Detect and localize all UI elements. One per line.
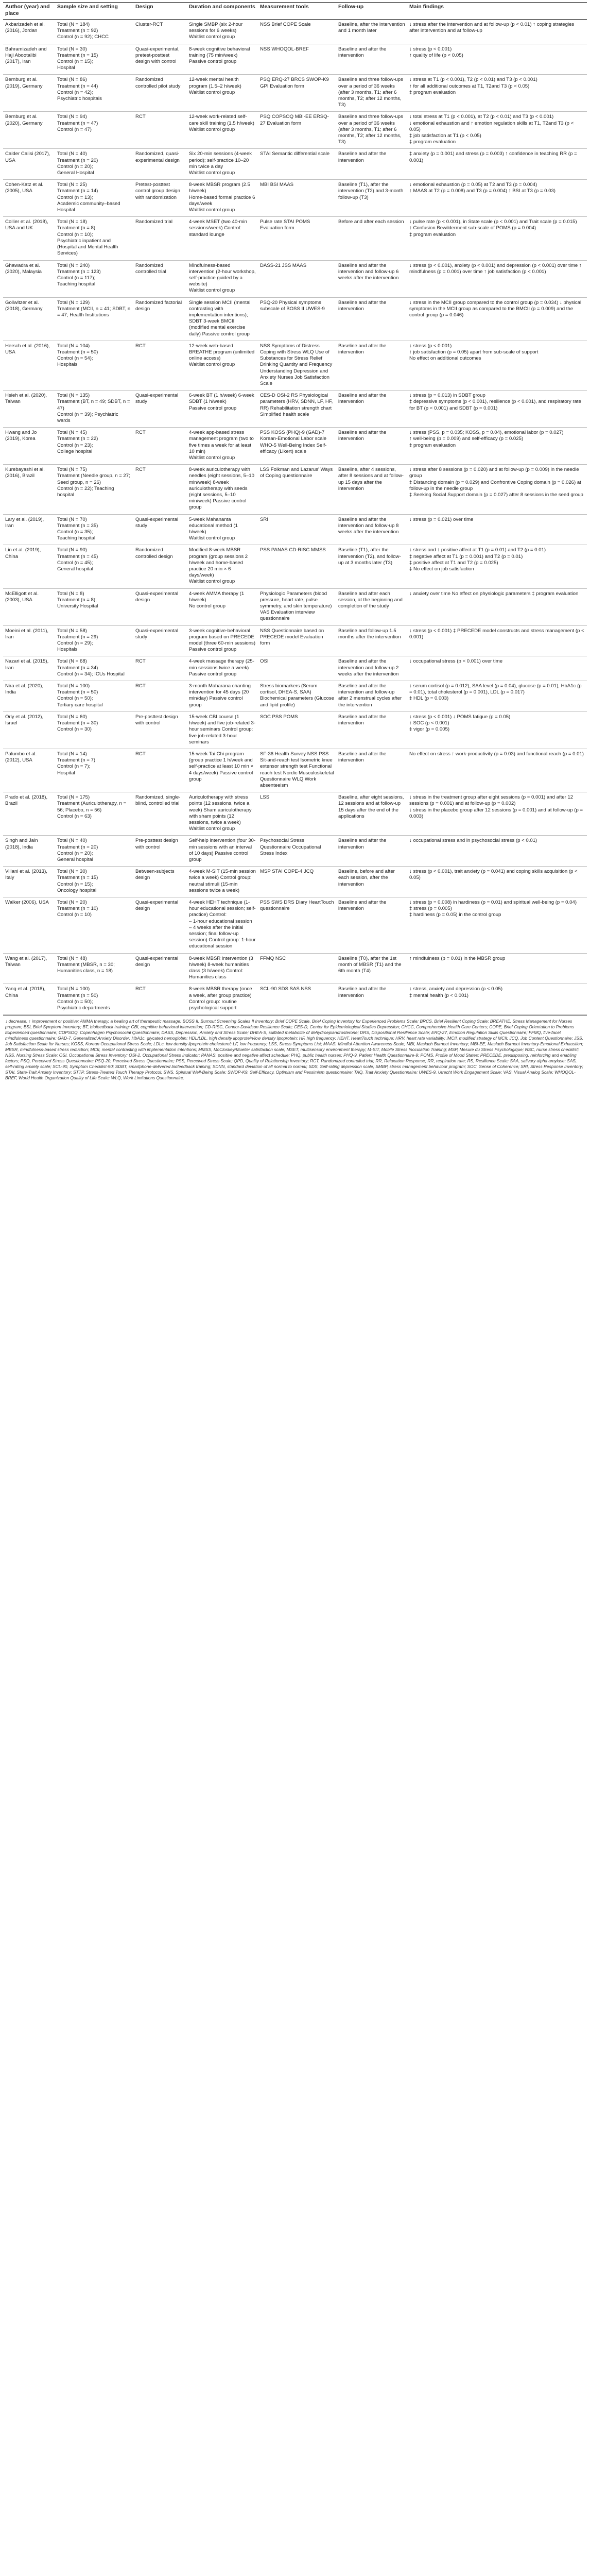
- cell-follow-up: Baseline (T1), after the intervention (T2), and follow-up at 3 months later (T3): [336, 545, 407, 588]
- cell-follow-up: Baseline and follow-up 1.5 months after the intervention: [336, 625, 407, 656]
- table-row: [3, 749, 587, 792]
- cell-follow-up: Baseline and after the intervention: [336, 391, 407, 428]
- cell-design: Quasi-experimental design: [133, 588, 187, 625]
- cell-main-findings: ↓ occupational stress and in psychosocial stress (p < 0.01): [407, 836, 587, 867]
- cell-design: RCT: [133, 984, 187, 1015]
- column-header-duration-components: Duration and components: [187, 3, 258, 20]
- cell-follow-up: Baseline and after the intervention: [336, 711, 407, 749]
- cell-measurement-tools: Psychosocial Stress Questionnaire Occupational Stress Index: [258, 836, 336, 867]
- cell-main-findings: ↓ stress, anxiety and depression (p < 0.05) ‡ mental health (p < 0.001): [407, 984, 587, 1015]
- table-row: [3, 953, 587, 984]
- table-row: [3, 428, 587, 465]
- cell-follow-up: Baseline and after the intervention: [336, 749, 407, 792]
- cell-author-place: Collier et al. (2018), USA and UK: [3, 217, 55, 260]
- cell-follow-up: Baseline and after the intervention: [336, 984, 407, 1015]
- cell-main-findings: ↓ stress (p < 0.001) ‡ PRECEDE model constructs and stress management (p < 0.001): [407, 625, 587, 656]
- cell-design: Randomized controlled design: [133, 545, 187, 588]
- cell-design: Quasi-experimental study: [133, 514, 187, 545]
- cell-sample-setting: Total (N = 30) Treatment (n = 15) Control (n = 15); Oncology hospital: [55, 867, 133, 897]
- cell-duration-components: 8-week auriculotherapy with needles (eight sessions, 5–10 min/week) 8-week auriculotherapy with seeds (eight sessions, 5–10 min/week) Passive control group: [187, 465, 258, 514]
- cell-duration-components: 6-week BT (1 h/week) 6-week SDBT (1 h/week) Passive control group: [187, 391, 258, 428]
- cell-main-findings: ‡ anxiety (p = 0.001) and stress (p = 0.003) ↑ confidence in teaching RR (p = 0.001): [407, 149, 587, 180]
- cell-measurement-tools: LSS Folkman and Lazarus' Ways of Coping questionnaire: [258, 465, 336, 514]
- cell-measurement-tools: NSS Symptoms of Distress Coping with Stress WLQ Use of Substances for Stress Relief Drinking Quantity and Frequency Understanding Depression and Anxiety Nurses Job Satisfaction Scale: [258, 341, 336, 390]
- column-header-author-place: Author (year) and place: [3, 3, 55, 20]
- cell-follow-up: Baseline, after the intervention and 1 month later: [336, 20, 407, 44]
- cell-sample-setting: Total (N = 18) Treatment (n = 8) Control (n = 10); Psychiatric inpatient and (Hospital and Mental Health Services): [55, 217, 133, 260]
- table-row: [3, 44, 587, 75]
- cell-measurement-tools: Pulse rate STAI POMS Evaluation form: [258, 217, 336, 260]
- table-row: [3, 711, 587, 749]
- table-body: [3, 20, 587, 1015]
- cell-design: Quasi-experimental design: [133, 897, 187, 953]
- table-row: [3, 656, 587, 681]
- table-row: [3, 867, 587, 897]
- table-row: [3, 112, 587, 149]
- cell-sample-setting: Total (N = 90) Treatment (n = 45) Control (n = 45); General hospital: [55, 545, 133, 588]
- cell-author-place: Singh and Jain (2018), India: [3, 836, 55, 867]
- cell-main-findings: ↓ stress (p = 0.008) in hardiness (p = 0.01) and spiritual well-being (p = 0.04) ‡ stress (p = 0.005) ‡ hardiness (p = 0.05) in the control group: [407, 897, 587, 953]
- cell-follow-up: Baseline, after 4 sessions, after 8 sessions and at follow-up 15 days after the intervention: [336, 465, 407, 514]
- cell-main-findings: ↓ stress (p = 0.021) over time: [407, 514, 587, 545]
- table-row: [3, 588, 587, 625]
- cell-follow-up: Baseline, after eight sessions, 12 sessions and at follow-up 15 days after the end of the applications: [336, 792, 407, 836]
- cell-duration-components: Mindfulness-based intervention (2-hour workshop, self-practice guided by a website) Waitlist control group: [187, 260, 258, 297]
- cell-follow-up: Baseline and after the intervention and follow-up after 2 menstrual cycles after the intervention: [336, 681, 407, 712]
- cell-measurement-tools: PSS PANAS CD-RISC MMSS: [258, 545, 336, 588]
- cell-design: Randomized controlled trial: [133, 260, 187, 297]
- cell-measurement-tools: SRI: [258, 514, 336, 545]
- cell-duration-components: 12-week web-based BREATHE program (unlimited online access) Waitlist control group: [187, 341, 258, 390]
- cell-duration-components: 8-week cognitive behavioral training (75 min/week) Passive control group: [187, 44, 258, 75]
- cell-main-findings: ↓ stress (p < 0.001), trait anxiety (p = 0.041) and coping skills acquisition (p < 0.05): [407, 867, 587, 897]
- cell-sample-setting: Total (N = 184) Treatment (n = 92) Control (n = 92); CHCC: [55, 20, 133, 44]
- cell-design: RCT: [133, 656, 187, 681]
- table-footnote: ↓ decrease, ↑ improvement or positive; AMMA therapy, a healing art of therapeutic massage; BOSS II, Burnout Screening Scales II Inventory; Brief COPE Scale, Brief Coping Inventory for Experienced Problems Scale; BRCS, Brief Resilient Coping Scale; BREATHE, Stress Management for Nurses program; BSI, Brief Symptom Inventory; BT, biofeedback training; CBI, cognitive behavioral intervention; CD-RISC, Connor-Davidson Resilience Scale; CES-D, Center for Epidemiological Studies Depression; CHCC, Comprehensive Health Care Centers; COPE, Brief Coping Orientation to Problems Experienced questionnaire; COPSOQ, Copenhagen Psychosocial Questionnaire; DASS, Depression, Anxiety and Stress Scale; DHEA-S, sulfated metabolite of dehydroepiandrosterone; DRS, Dispositional Resilience Scale; ERQ-27, Emotion Regulation Skills Questionnaire; FFMQ, five-facet mindfulness questionnaire; GAD-7, Generalized Anxiety Disorder; HbA1c, glycated hemoglobin; HDL/LDL, high density lipoprotein/low density lipoprotein; HF, high frequency; HEHT, HeartTouch technique; HRV, heart rate variability; iMCII, modified strategy of MCII; JCQ, Job Content Questionnaire; JSS, Job Satisfaction Scale for Nurses; KOSS, Korean Occupational Stress Scale; LDLc, low density lipoprotein cholesterol; LF, low frequency; LSS, Stress Symptoms List; MAAS, Mindful Attention Awareness Scale; MBI, Maslach Burnout Inventory; MBI-EE, Maslach Burnout Inventory-Emotional Exhaustion; MBSR, mindfulness-based stress reduction; MCII, mental contrasting with implementation intentions; MMSS, McCloskey/Mueller satisfaction scale; MSET, multisensory environment therapy; M-SIT, Mobile Stress Inoculation Training; MSP, Mesure du Stress Psychologique; NSC, nurse stress checklist; NSS, Nursing Stress Scale; OSI, Occupational Stress Inventory; OSI-2, Occupational Stress Indicator; PANAS, positive and negative affect schedule; PHQ, public health nurses; PHQ-9, Patient Health Questionnaire-9; POMS, Profile of Mood States; PRECEDE, predisposing, reinforcing and enabling factors; PSQ, Perceived Stress Questionnaire; PSQ-20, Perceived Stress Questionnaire; PSS, Perceived Stress Scale; QPD, Quality of Relationship Inventory; RCT, Randomized controlled trial; RR, Relaxation Response; RR, respiration rate; RS, Resilience Scale; SAA, salivary alpha amylase; SAS, self-rating anxiety scale; SCL-90, Symptom Checklist-90; SDBT, smartphone-delivered biofeedback training; SDNN, standard deviation of all normal to normal; SDS, Self-rating depression scale; SMBP, stress management behaviour program; SOC, Sense of Coherence; SRI, Stress Response Inventory; STAI, State-Trait Anxiety Inventory; STTP, Stress-Treated Touch Therapy Protocol; SWS, Spiritual Well-Being Scale; SWOP-K9, Self-Efficacy, Optimism and Pessimism questionnaire; TAQ, Trait Anxiety Questionnaire; UWES-9, Utrecht Work Engagement Scale; VAS, Visual Analog Scale; WHOQOL-BREF, World Health Organization Quality of Life Scale; WLQ, Work Limitations Questionnaire.: [3, 1015, 587, 1081]
- table-row: [3, 836, 587, 867]
- cell-duration-components: 5-week Mahananta educational method (1 h/week) Waitlist control group: [187, 514, 258, 545]
- column-header-main-findings: Main findings: [407, 3, 587, 20]
- cell-duration-components: 12-week mental health program (1.5–2 h/week) Waitlist control group: [187, 75, 258, 112]
- cell-main-findings: ↓ anxiety over time No effect on physiologic parameters ‡ program evaluation: [407, 588, 587, 625]
- cell-measurement-tools: Physiologic Parameters (blood pressure, heart rate, pulse symmetry, and skin temperature) VAS Evaluation interview questionnaire: [258, 588, 336, 625]
- cell-measurement-tools: MSP STAI COPE-4 JCQ: [258, 867, 336, 897]
- cell-follow-up: Baseline and after the intervention: [336, 836, 407, 867]
- cell-duration-components: 3-month Maharana chanting intervention for 45 days (20 min/day) Passive control group: [187, 681, 258, 712]
- cell-measurement-tools: LSS: [258, 792, 336, 836]
- cell-sample-setting: Total (N = 104) Treatment (n = 50) Control (n = 54); Hospitals: [55, 341, 133, 390]
- cell-main-findings: ↓ stress at T1 (p < 0.001), T2 (p < 0.01) and T3 (p < 0.001) ↑ for all additional outcomes at T1, T2and T3 (p < 0.05) ‡ program evaluation: [407, 75, 587, 112]
- cell-design: Quasi-experimental study: [133, 391, 187, 428]
- cell-design: Randomized, quasi-experimental design: [133, 149, 187, 180]
- cell-main-findings: ↓ stress in the MCII group compared to the control group (p = 0.034) ↓ physical symptoms in the MCII group as compared to the BMCII (p = 0.009) and the control group (p = 0.046): [407, 297, 587, 341]
- cell-author-place: Gollwitzer et al. (2018), Germany: [3, 297, 55, 341]
- cell-author-place: Hersch et al. (2016), USA: [3, 341, 55, 390]
- cell-design: RCT: [133, 681, 187, 712]
- cell-design: Pretest-posttest control group design with randomization: [133, 180, 187, 217]
- cell-author-place: Lary et al. (2019), Iran: [3, 514, 55, 545]
- table-row: [3, 341, 587, 390]
- cell-measurement-tools: CES-D OSI-2 RS Physiological parameters (HRV, SDNN, LF, HF, RR) Rehabilitation strength chart Simplified health scale: [258, 391, 336, 428]
- table-row: [3, 149, 587, 180]
- cell-follow-up: Baseline and after the intervention: [336, 897, 407, 953]
- cell-design: RCT: [133, 465, 187, 514]
- table-row: [3, 984, 587, 1015]
- cell-main-findings: No effect on stress ↑ work-productivity (p = 0.03) and functional reach (p = 0.01): [407, 749, 587, 792]
- cell-sample-setting: Total (N = 60) Treatment (n = 30) Control (n = 30): [55, 711, 133, 749]
- cell-follow-up: Baseline and three follow-ups over a period of 36 weeks (after 3 months, T1; after 6 months, T2; after 12 months, T3): [336, 112, 407, 149]
- table-row: [3, 465, 587, 514]
- cell-sample-setting: Total (N = 100) Treatment (n = 50) Control (n = 50); Tertiary care hospital: [55, 681, 133, 712]
- cell-design: RCT: [133, 112, 187, 149]
- cell-author-place: Wang et al. (2017), Taiwan: [3, 953, 55, 984]
- table-row: [3, 297, 587, 341]
- cell-duration-components: 4-week massage therapy (25-min sessions twice a week) Passive control group: [187, 656, 258, 681]
- table-row: [3, 391, 587, 428]
- cell-follow-up: Baseline and after the intervention: [336, 297, 407, 341]
- table-row: [3, 681, 587, 712]
- cell-design: Quasi-experimental design: [133, 953, 187, 984]
- cell-design: Randomized factorial design: [133, 297, 187, 341]
- cell-author-place: Prado et al. (2018), Brazil: [3, 792, 55, 836]
- cell-measurement-tools: FFMQ NSC: [258, 953, 336, 984]
- cell-measurement-tools: PSQ COPSOQ MBI-EE ERSQ-27 Evaluation form: [258, 112, 336, 149]
- cell-design: RCT: [133, 341, 187, 390]
- cell-main-findings: ↓ serum cortisol (p = 0.012), SAA level (p = 0.04), glucose (p = 0.01), HbA1c (p = 0.01), total cholesterol (p = 0.001), LDL (p = 0.017) ‡ HDL (p = 0.003): [407, 681, 587, 712]
- cell-design: Cluster-RCT: [133, 20, 187, 44]
- table-row: [3, 217, 587, 260]
- studies-table: [3, 2, 587, 1015]
- cell-main-findings: ↓ occupational stress (p < 0.001) over time: [407, 656, 587, 681]
- table-row: [3, 514, 587, 545]
- table-row: [3, 625, 587, 656]
- cell-author-place: Calder Calisi (2017), USA: [3, 149, 55, 180]
- cell-main-findings: ↑ mindfulness (p = 0.01) in the MBSR group: [407, 953, 587, 984]
- column-header-follow-up: Follow-up: [336, 3, 407, 20]
- cell-measurement-tools: NSS WHOQOL-BREF: [258, 44, 336, 75]
- cell-main-findings: ↓ stress after the intervention and at follow-up (p < 0.01) ↑ coping strategies after intervention and at follow-up: [407, 20, 587, 44]
- cell-measurement-tools: MBI BSI MAAS: [258, 180, 336, 217]
- cell-duration-components: 8-week MBSR program (2.5 h/week) Home-based formal practice 6 days/week Waitlist control group: [187, 180, 258, 217]
- cell-measurement-tools: NSS Questionnaire based on PRECEDE model Evaluation form: [258, 625, 336, 656]
- cell-design: Pre-posttest design with control: [133, 836, 187, 867]
- cell-duration-components: 8-week MBSR intervention (3 h/week) 8-week humanities class (3 h/week) Control: Humanities class: [187, 953, 258, 984]
- cell-follow-up: Baseline and after the intervention: [336, 44, 407, 75]
- cell-sample-setting: Total (N = 94) Treatment (n = 47) Control (n = 47): [55, 112, 133, 149]
- cell-sample-setting: Total (N = 175) Treatment (Auriculotherapy, n = 56; Placebo, n = 56) Control (n = 63): [55, 792, 133, 836]
- cell-duration-components: 15-week CBI course (1 h/week) and five job-related 3-hour seminars Control group: five job-related 3-hour seminars: [187, 711, 258, 749]
- cell-author-place: Nira et al. (2020), India: [3, 681, 55, 712]
- cell-measurement-tools: PSS KOSS (PHQ)-9 (GAD)-7 Korean-Emotional Labor scale WHO-5 Well-Being Index Self-efficacy (Likert) scale: [258, 428, 336, 465]
- cell-design: Quasi-experimental, pretest-posttest design with control: [133, 44, 187, 75]
- cell-follow-up: Baseline and after the intervention and follow-up 2 weeks after the intervention: [336, 656, 407, 681]
- cell-duration-components: Self-help intervention (four 30-min sessions with an interval of 10 days) Passive control group: [187, 836, 258, 867]
- cell-author-place: Moeini et al. (2011), Iran: [3, 625, 55, 656]
- cell-main-findings: ↓ stress and ↑ positive affect at T1 (p = 0.01) and T2 (p = 0.01) ‡ negative affect at T1 (p = 0.001) and T2 (p = 0.01) ‡ positive affect at T1 and T2 (p = 0.025) ‡ No effect on job satisfaction: [407, 545, 587, 588]
- cell-follow-up: Baseline and after the intervention: [336, 341, 407, 390]
- cell-main-findings: ↓ emotional exhaustion (p = 0.05) at T2 and T3 (p = 0.004) ↑ MAAS at T2 (p = 0.008) and T3 (p = 0.004) ↑ BSI at T3 (p = 0.03): [407, 180, 587, 217]
- cell-sample-setting: Total (N = 40) Treatment (n = 20) Control (n = 20); General Hospital: [55, 149, 133, 180]
- cell-follow-up: Baseline (T1), after the intervention (T2) and 3-month follow-up (T3): [336, 180, 407, 217]
- cell-duration-components: Single session MCII (mental contrasting with implementation intentions); SDBT 3-week BMCII (modified mental exercise daily) Passive control group: [187, 297, 258, 341]
- cell-author-place: Villani et al. (2013), Italy: [3, 867, 55, 897]
- cell-sample-setting: Total (N = 58) Treatment (n = 29) Control (n = 29); Hospitals: [55, 625, 133, 656]
- cell-author-place: McElligott et al. (2003), USA: [3, 588, 55, 625]
- cell-design: Randomized trial: [133, 217, 187, 260]
- cell-follow-up: Baseline and after the intervention and follow-up 8 weeks after the intervention: [336, 514, 407, 545]
- table-row: [3, 792, 587, 836]
- cell-author-place: Nazari et al. (2015), Iran: [3, 656, 55, 681]
- cell-main-findings: ↓ stress (p < 0.001) ↓ POMS fatigue (p = 0.05) ↑ SOC (p < 0.001) ‡ vigor (p = 0.005): [407, 711, 587, 749]
- cell-follow-up: Baseline, before and after each session, after the intervention: [336, 867, 407, 897]
- cell-sample-setting: Total (N = 68) Treatment (n = 34) Control (n = 34); ICUs Hospital: [55, 656, 133, 681]
- cell-sample-setting: Total (N = 20) Treatment (n = 10) Control (n = 10): [55, 897, 133, 953]
- cell-main-findings: ↓ stress (p < 0.001), anxiety (p < 0.001) and depression (p < 0.001) over time ↑ mindfulness (p = 0.001) over time ↑ job satisfaction (p < 0.001): [407, 260, 587, 297]
- cell-sample-setting: Total (N = 48) Treatment (MBSR, n = 30; Humanities class, n = 18): [55, 953, 133, 984]
- cell-duration-components: 3-week cognitive-behavioral program based on PRECEDE model (three 60-min sessions) Passive control group: [187, 625, 258, 656]
- cell-duration-components: 4-week app-based stress management program (two to five times a week for at least 10 min) Waitlist control group: [187, 428, 258, 465]
- cell-follow-up: Baseline (T0), after the 1st month of MBSR (T1) and the 6th month (T4): [336, 953, 407, 984]
- cell-measurement-tools: PSQ ERQ-27 BRCS SWOP-K9 GPI Evaluation form: [258, 75, 336, 112]
- cell-sample-setting: Total (N = 25) Treatment (n = 14) Control (n = 13); Academic community–based Hospital: [55, 180, 133, 217]
- cell-sample-setting: Total (N = 100) Treatment (n = 50) Control (n = 50); Psychiatric departments: [55, 984, 133, 1015]
- cell-sample-setting: Total (N = 240) Treatment (n = 123) Control (n = 117); Teaching hospital: [55, 260, 133, 297]
- table-row: [3, 260, 587, 297]
- cell-duration-components: 4-week MSET (two 40-min sessions/week) Control: standard lounge: [187, 217, 258, 260]
- cell-author-place: Palumbo et al. (2012), USA: [3, 749, 55, 792]
- column-header-design: Design: [133, 3, 187, 20]
- column-header-sample-setting: Sample size and setting: [55, 3, 133, 20]
- cell-design: RCT: [133, 428, 187, 465]
- cell-measurement-tools: SCL-90 SDS SAS NSS: [258, 984, 336, 1015]
- cell-sample-setting: Total (N = 8) Treatment (n = 8); University Hospital: [55, 588, 133, 625]
- cell-main-findings: ↓ stress in the treatment group after eight sessions (p = 0.001) and after 12 sessions (p = 0.001) and at follow-up (p = 0.002) ↓ stress in the placebo group after 12 sessions (p = 0.001) and at follow-up (p = 0.003): [407, 792, 587, 836]
- cell-main-findings: ↓ stress after 8 sessions (p = 0.020) and at follow-up (p = 0.009) in the needle group ‡ Distancing domain (p = 0.029) and Confrontive Coping domain (p = 0.026) at follow-up in the needle group ‡ Seeking Social Support domain (p = 0.027) after 8 sessions in the seed group: [407, 465, 587, 514]
- cell-follow-up: Baseline and after the intervention: [336, 149, 407, 180]
- cell-author-place: Bahramizadeh and Haji Abootalibi (2017), Iran: [3, 44, 55, 75]
- cell-design: Randomized controlled pilot study: [133, 75, 187, 112]
- cell-sample-setting: Total (N = 135) Treatment (BT, n = 49; SDBT, n = 47) Control (n = 39); Psychiatric wards: [55, 391, 133, 428]
- cell-author-place: Kurebayashi et al. (2016), Brazil: [3, 465, 55, 514]
- cell-duration-components: Six 20-min sessions (4-week period); self-practice 10–20 min twice a day Waitlist control group: [187, 149, 258, 180]
- table-row: [3, 897, 587, 953]
- cell-follow-up: Baseline and after each session, at the beginning and completion of the study: [336, 588, 407, 625]
- cell-design: Between-subjects design: [133, 867, 187, 897]
- cell-duration-components: 15-week Tai Chi program (group practice 1 h/week and self-practice at least 10 min × 4 days/week) Passive control group: [187, 749, 258, 792]
- cell-duration-components: 12-week work-related self-care skill training (1.5 h/week) Waitlist control group: [187, 112, 258, 149]
- cell-duration-components: Modified 8-week MBSR program (group sessions 2 h/week and home-based practice 20 min × 6 days/week) Waitlist control group: [187, 545, 258, 588]
- cell-sample-setting: Total (N = 45) Treatment (n = 22) Control (n = 23); College hospital: [55, 428, 133, 465]
- table-row: [3, 75, 587, 112]
- cell-author-place: Cohen-Katz et al. (2005), USA: [3, 180, 55, 217]
- cell-main-findings: ↓ stress (PSS, p = 0.035; KOSS, p = 0.04), emotional labor (p = 0.027) ↑ well-being (p = 0.009) and self-efficacy (p = 0.025) ‡ program evaluation: [407, 428, 587, 465]
- table-header: [3, 3, 587, 20]
- cell-sample-setting: Total (N = 70) Treatment (n = 35) Control (n = 35); Teaching hospital: [55, 514, 133, 545]
- cell-follow-up: Baseline and after the intervention: [336, 428, 407, 465]
- cell-measurement-tools: OSI: [258, 656, 336, 681]
- cell-measurement-tools: Stress biomarkers (Serum cortisol, DHEA-S, SAA) Biochemical parameters (Glucose and lipid profile): [258, 681, 336, 712]
- cell-design: Quasi-experimental study: [133, 625, 187, 656]
- cell-main-findings: ↓ stress (p = 0.013) in SDBT group ‡ depressive symptoms (p < 0.001), resilience (p < 0.001), and respiratory rate for BT (p < 0.001) and SDBT (p = 0.001): [407, 391, 587, 428]
- cell-author-place: Akbarizadeh et al. (2016), Jordan: [3, 20, 55, 44]
- cell-author-place: Bernburg et al. (2019), Germany: [3, 75, 55, 112]
- cell-measurement-tools: NSS Brief COPE Scale: [258, 20, 336, 44]
- cell-main-findings: ↓ total stress at T1 (p < 0.001), at T2 (p < 0.01) and T3 (p < 0.001) ↓ emotional exhaustion and ↑ emotion regulation skills at T1, T2and T3 (p < 0.05) ‡ job satisfaction at T1 (p < 0.05) ‡ program evaluation: [407, 112, 587, 149]
- cell-author-place: Ghawadra et al. (2020), Malaysia: [3, 260, 55, 297]
- column-header-measurement-tools: Measurement tools: [258, 3, 336, 20]
- cell-follow-up: Before and after each session: [336, 217, 407, 260]
- cell-design: Pre-posttest design with control: [133, 711, 187, 749]
- table-row: [3, 20, 587, 44]
- cell-sample-setting: Total (N = 75) Treatment (Needle group, n = 27; Seed group, n = 26) Control (n = 22); Teaching hospital: [55, 465, 133, 514]
- cell-author-place: Bernburg et al. (2020), Germany: [3, 112, 55, 149]
- cell-sample-setting: Total (N = 86) Treatment (n = 44) Control (n = 42); Psychiatric hospitals: [55, 75, 133, 112]
- cell-sample-setting: Total (N = 30) Treatment (n = 15) Control (n = 15); Hospital: [55, 44, 133, 75]
- cell-design: RCT: [133, 749, 187, 792]
- cell-main-findings: ↓ stress (p < 0.001) ↑ job satisfaction (p = 0.05) apart from sub-scale of support No effect on additional outcomes: [407, 341, 587, 390]
- cell-duration-components: 4-week M-SIT (15-min session twice a week) Control group: neutral stimuli (15-min sessions twice a week): [187, 867, 258, 897]
- cell-sample-setting: Total (N = 40) Treatment (n = 20) Control (n = 20); General hospital: [55, 836, 133, 867]
- table-row: [3, 545, 587, 588]
- cell-author-place: Hsieh et al. (2020), Taiwan: [3, 391, 55, 428]
- cell-measurement-tools: DASS-21 JSS MAAS: [258, 260, 336, 297]
- cell-duration-components: 4-week AMMA therapy (1 h/week) No control group: [187, 588, 258, 625]
- cell-measurement-tools: SOC PSS POMS: [258, 711, 336, 749]
- cell-measurement-tools: SF-36 Health Survey NSS PSS Sit-and-reach test Isometric knee extensor strength test Functional reach test Nordic Musculoskeletal Questionnaire WLQ Work absenteeism: [258, 749, 336, 792]
- cell-design: Randomized, single-blind, controlled trial: [133, 792, 187, 836]
- cell-follow-up: Baseline and after the intervention and follow-up 6 weeks after the intervention: [336, 260, 407, 297]
- cell-main-findings: ↓ stress (p < 0.001) ↑ quality of life (p < 0.05): [407, 44, 587, 75]
- cell-follow-up: Baseline and three follow-ups over a period of 36 weeks (after 3 months, T1; after 6 months, T2; after 12 months, T3): [336, 75, 407, 112]
- cell-author-place: Orly et al. (2012), Israel: [3, 711, 55, 749]
- cell-sample-setting: Total (N = 129) Treatment (MCII, n = 41; SDBT, n = 47; Health Institutions: [55, 297, 133, 341]
- cell-duration-components: Single SMBP (six 2-hour sessions for 6 weeks) Waitlist control group: [187, 20, 258, 44]
- cell-author-place: Lin et al. (2019), China: [3, 545, 55, 588]
- cell-duration-components: 8-week MBSR therapy (once a week, after group practice) Control group: routine psychological support: [187, 984, 258, 1015]
- table-row: [3, 180, 587, 217]
- cell-author-place: Walker (2006), USA: [3, 897, 55, 953]
- cell-measurement-tools: PSQ-20 Physical symptoms subscale of BOSS II UWES-9: [258, 297, 336, 341]
- cell-main-findings: ↓ pulse rate (p < 0.001), in State scale (p < 0.001) and Trait scale (p = 0.015) ↑ Confusion Bewilderment sub-scale of POMS (p = 0.004) ‡ program evaluation: [407, 217, 587, 260]
- cell-measurement-tools: STAI Semantic differential scale: [258, 149, 336, 180]
- header-row: [3, 3, 587, 20]
- cell-author-place: Hwang and Jo (2019), Korea: [3, 428, 55, 465]
- cell-sample-setting: Total (N = 14) Treatment (n = 7) Control (n = 7); Hospital: [55, 749, 133, 792]
- cell-duration-components: Auriculotherapy with stress points (12 sessions, twice a week) Sham auriculotherapy with sham points (12 sessions, twice a week) Waitlist control group: [187, 792, 258, 836]
- cell-measurement-tools: PSS SWS DRS Diary HeartTouch questionnaire: [258, 897, 336, 953]
- cell-duration-components: 4-week HEHT technique (1-hour educational session; self-practice) Control: – 1-hour educational session – 4 weeks after the initial session; final follow-up session) Control group: 1-hour educational session: [187, 897, 258, 953]
- cell-author-place: Yang et al. (2018), China: [3, 984, 55, 1015]
